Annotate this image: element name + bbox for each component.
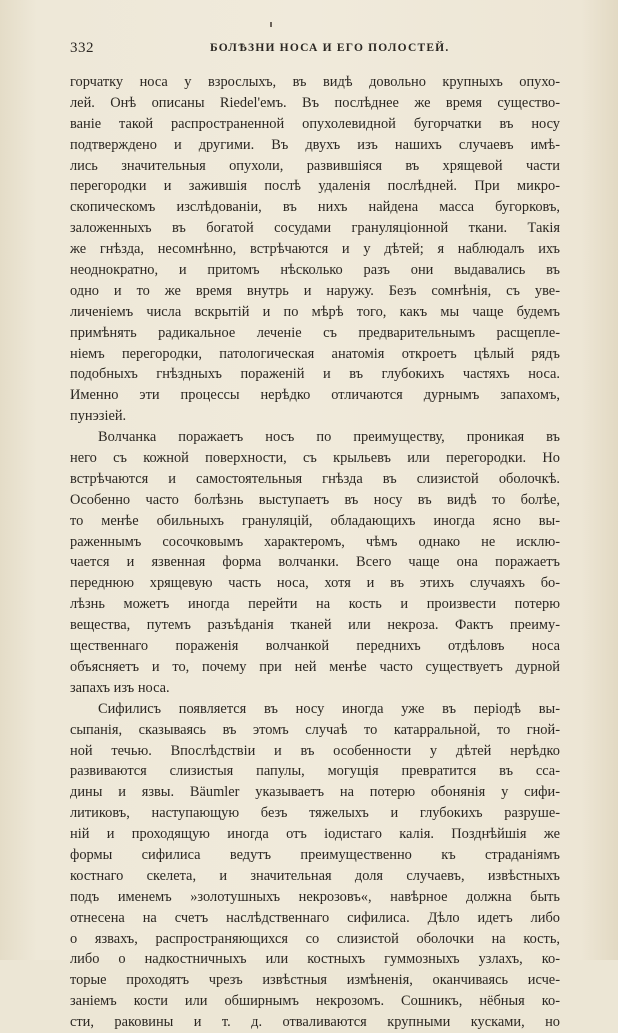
text-line: объясняетъ и то, почему при ней менѣе часто существуетъ дурной bbox=[70, 658, 560, 675]
text-line: дины и язвы. Bäumler указываетъ на потерю обонянія у сифи- bbox=[70, 784, 560, 801]
text-line: развиваются слизистыя папулы, могущія превратится въ сса- bbox=[70, 763, 560, 780]
text-line: отнесена на счетъ наслѣдственнаго сифилиса. Дѣло идетъ либо bbox=[70, 909, 560, 926]
text-line: ніемъ перегородки, патологическая анатомія откроетъ цѣлый рядъ bbox=[70, 345, 560, 362]
text-line: примѣнять радикальное леченіе съ предварительнымъ расщепле- bbox=[70, 324, 560, 341]
text-line: щественнаго пораженія волчанкой переднихъ отдѣловъ носа bbox=[70, 638, 560, 655]
text-line: Волчанка поражаетъ носъ по преимуществу, проникая въ bbox=[98, 429, 560, 446]
text-line: торые проходятъ чрезъ извѣстныя измѣненія, оканчиваясь исче- bbox=[70, 972, 560, 989]
text-line: же гнѣзда, несомнѣнно, встрѣчаются и у дѣтей; я наблюдалъ ихъ bbox=[70, 241, 560, 258]
text-line: сыпанія, сказываясь въ этомъ случаѣ то катарральной, то гной- bbox=[70, 721, 560, 738]
text-line: раженнымъ сосочковымъ характеромъ, чѣмъ однако не исклю- bbox=[70, 533, 560, 550]
text-line: скопическомъ изслѣдованіи, въ нихъ найдена масса бугорковъ, bbox=[70, 199, 560, 216]
body-text bbox=[70, 72, 560, 1033]
text-line: неоднократно, и притомъ нѣсколько разъ они выдавались въ bbox=[70, 262, 560, 279]
text-line: о язвахъ, распространяющихся со слизистой оболочки на кость, bbox=[70, 930, 560, 947]
text-line: него съ кожной поверхности, съ крыльевъ или перегородки. Но bbox=[70, 450, 560, 467]
text-line: то менѣе обильныхъ грануляцій, обладающихъ иногда ясно вы- bbox=[70, 512, 560, 529]
text-line: лей. Онѣ описаны Riedel'емъ. Въ послѣднее же время существо- bbox=[70, 94, 560, 111]
text-line: встрѣчаются и самостоятельныя гнѣзда въ слизистой оболочкѣ. bbox=[70, 470, 560, 487]
text-line: личеніемъ числа вскрытій и по мѣрѣ того, какъ мы чаще будемъ bbox=[70, 303, 560, 320]
text-line: ваніе такой распространенной опухолевидной бугорчатки въ носу bbox=[70, 115, 560, 132]
page-number: 332 bbox=[70, 40, 94, 56]
text-line: сти, раковины и т. д. отваливаются крупными кусками, но bbox=[70, 1014, 560, 1031]
text-line: подобныхъ гнѣздныхъ пораженій и въ глубокихъ частяхъ носа. bbox=[70, 366, 560, 383]
text-line: либо о надкостничныхъ или костныхъ гуммозныхъ узлахъ, ко- bbox=[70, 951, 560, 968]
text-line: лись значительныя опухоли, развившіяся въ хрящевой части bbox=[70, 157, 560, 174]
text-line: Именно эти процессы нерѣдко отличаются дурнымъ запахомъ, bbox=[70, 387, 560, 404]
text-line: лѣзнь можетъ иногда перейти на кость и произвести потерю bbox=[70, 596, 560, 613]
page-header bbox=[70, 40, 560, 60]
text-line: ній и проходящую иногда отъ іодистаго калія. Позднѣйшія же bbox=[70, 826, 560, 843]
text-line: запахъ изъ носа. bbox=[70, 679, 170, 696]
text-line: вещества, путемъ разъѣданія тканей или некроза. Фактъ преиму- bbox=[70, 617, 560, 634]
text-line: костнаго скелета, и значительная доля случаевъ, извѣстныхъ bbox=[70, 867, 560, 884]
text-line: ной течью. Впослѣдствіи и въ особенности у дѣтей нерѣдко bbox=[70, 742, 560, 759]
text-line: перегородки и зажившія послѣ удаленія послѣдней. При микро- bbox=[70, 178, 560, 195]
text-line: заніемъ кости или обширнымъ некрозомъ. Сошникъ, нёбныя ко- bbox=[70, 993, 560, 1010]
text-line: заложенныхъ въ богатой сосудами грануляціонной ткани. Такія bbox=[70, 220, 560, 237]
text-line: литиковъ, наступающую безъ тяжелыхъ и глубокихъ разруше- bbox=[70, 805, 560, 822]
text-line: горчатку носа у взрослыхъ, въ видѣ довольно крупныхъ опухо- bbox=[70, 74, 560, 90]
text-line: пунэзіей. bbox=[70, 408, 127, 425]
text-line: подъ именемъ »золотушныхъ некрозовъ«, навѣрное должна быть bbox=[70, 888, 560, 905]
text-line: Сифилисъ появляется въ носу иногда уже въ періодѣ вы- bbox=[98, 700, 560, 717]
text-line: формы сифилиса ведутъ преимущественно къ страданіямъ bbox=[70, 846, 560, 863]
text-line: переднюю хрящевую часть носа, хотя и въ этихъ случаяхъ бо- bbox=[70, 575, 560, 592]
text-line: Особенно часто болѣзнь выступаетъ въ носу въ видѣ то болѣе, bbox=[70, 491, 560, 508]
text-line: подтверждено и другими. Въ двухъ изъ нашихъ случаевъ имѣ- bbox=[70, 136, 560, 153]
text-line: одно и то же время внутрь и наружу. Безъ сомнѣнія, съ уве- bbox=[70, 282, 560, 299]
text-line: чается и язвенная форма волчанки. Всего чаще она поражаетъ bbox=[70, 554, 560, 571]
running-title: БОЛѢЗНИ НОСА И ЕГО ПОЛОСТЕЙ. bbox=[210, 42, 450, 54]
print-mark bbox=[270, 22, 272, 27]
